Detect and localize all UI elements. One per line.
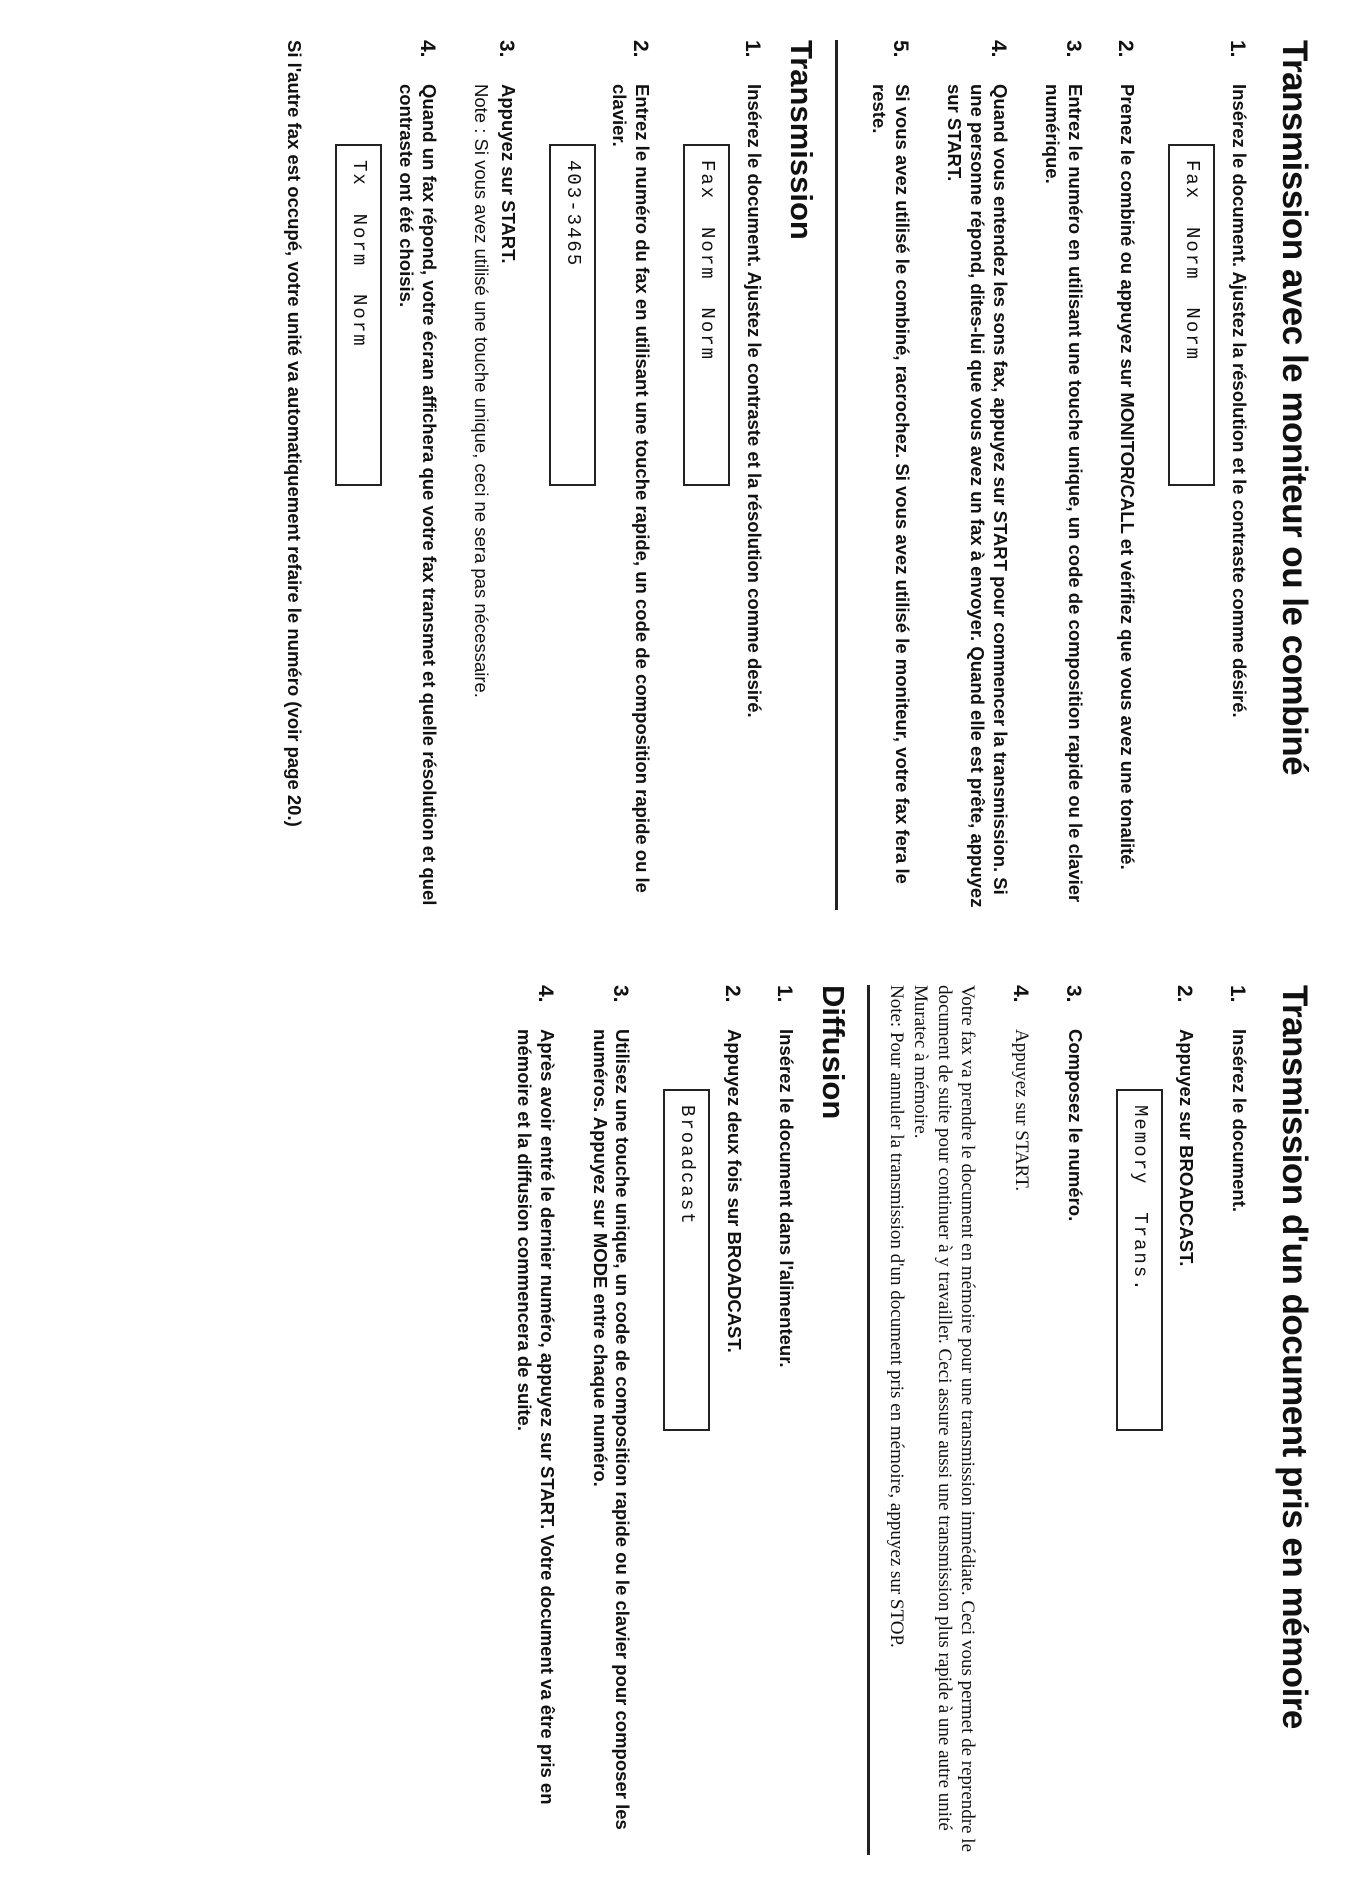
step-number: 2. bbox=[1114, 40, 1138, 58]
left-column bbox=[283, 40, 1336, 910]
lcd-display: Tx Norm Norm bbox=[335, 144, 382, 486]
list-item bbox=[549, 40, 653, 910]
step-text: Quand un fax répond, votre écran affichera que votre fax transmet et quelle résolution et quel contraste ont été choisis. bbox=[396, 84, 440, 906]
busy-footer-note: Si l'autre fax est occupé, votre unité va automatiquement refaire le numéro (voir page 20.) bbox=[284, 40, 306, 827]
step-text: Insérez le document dans l'alimenteur. bbox=[776, 1029, 798, 1368]
list-item bbox=[775, 985, 798, 1855]
step-number: 2. bbox=[629, 40, 653, 58]
step-number: 4. bbox=[1009, 985, 1033, 1003]
right-column bbox=[483, 985, 1336, 1855]
step-text: Utilisez une touche unique, un code de composition rapide ou le clavier pour composer les numéros. Appuyez sur MODE entre chaque numéro. bbox=[589, 1029, 634, 1830]
step-text: Insérez le document. Ajustez la résolution et le contraste comme désiré. bbox=[1229, 84, 1250, 718]
step-number: 4. bbox=[415, 40, 439, 58]
memory-steps bbox=[1009, 985, 1250, 1855]
list-item bbox=[1009, 985, 1033, 1855]
step-text: Appuyez sur START. bbox=[497, 84, 519, 264]
step-number: 3. bbox=[494, 40, 518, 58]
transmission-steps bbox=[335, 40, 764, 910]
section-divider bbox=[835, 40, 838, 910]
list-item bbox=[683, 40, 765, 910]
step-text: Entrez le numéro en utilisant une touche unique, un code de composition rapide ou le clavier numérique. bbox=[1042, 84, 1086, 903]
step-text: Prenez le combiné ou appuyez sur MONITOR/CALL et vérifiez que vous avez une tonalité. bbox=[1117, 84, 1139, 870]
list-item bbox=[513, 985, 558, 1855]
lcd-display: 403-3465 bbox=[549, 144, 596, 486]
step-number: 2. bbox=[1173, 985, 1197, 1003]
section-divider bbox=[867, 985, 870, 1855]
step-text: Entrez le numéro du fax en utilisant une touche rapide, un code de composition rapide ou le clavier. bbox=[609, 84, 654, 893]
step-text: Insérez le document. Ajustez le contraste et la résolution comme desiré. bbox=[743, 84, 765, 718]
step-number: 3. bbox=[609, 985, 633, 1003]
step-number: 3. bbox=[1061, 40, 1085, 58]
list-item bbox=[470, 40, 519, 910]
memory-note: Note: Pour annuler la transmission d'un document pris en mémoire, appuyez sur STOP. bbox=[886, 985, 908, 1648]
step-number: 2. bbox=[720, 985, 744, 1003]
step-text: Appuyez sur BROADCAST. bbox=[1176, 1029, 1198, 1267]
step-number: 1. bbox=[1226, 985, 1249, 1003]
monitor-steps bbox=[868, 40, 1250, 910]
list-item bbox=[335, 40, 439, 910]
broadcast-section-title: Diffusion bbox=[816, 985, 852, 1120]
memory-explanation: Votre fax va prendre le document en mémoire pour une transmission immédiate. Ceci vous permet de reprendre le document de suite pour continuer à y travailler. Ceci assure aussi une transmission plus rapide à une autre unité Muratec à mémoire. bbox=[909, 985, 979, 1853]
step-text: Quand vous entendez les sons fax, appuyez sur START pour commencer la transmission. Si une personne répond, dites-lui que vous avez un fax à envoyer. Quand elle est prête, appuyez sur START. bbox=[944, 84, 1011, 908]
step-text: Composez le numéro. bbox=[1064, 1029, 1086, 1222]
list-item bbox=[588, 985, 633, 1855]
step-number: 1. bbox=[1226, 40, 1249, 58]
memory-section-title: Transmission d'un document pris en mémoire bbox=[1275, 985, 1314, 1729]
step-text: Insérez le document. bbox=[1229, 1029, 1250, 1212]
lcd-display: Fax Norm Norm bbox=[683, 144, 730, 486]
step-text: Appuyez deux fois sur BROADCAST. bbox=[723, 1029, 745, 1353]
list-item bbox=[1168, 40, 1250, 910]
list-item bbox=[663, 985, 745, 1855]
step-text: Après avoir entré le dernier numéro, appuyez sur START. Votre document va être pris en mémoire et la diffusion commencera de suite. bbox=[514, 1029, 558, 1805]
list-item bbox=[943, 40, 1011, 910]
lcd-display: Fax Norm Norm bbox=[1168, 144, 1215, 486]
step-number: 1. bbox=[740, 40, 764, 58]
list-item bbox=[1116, 985, 1198, 1855]
transmission-section-title: Transmission bbox=[783, 40, 819, 240]
step-number: 4. bbox=[986, 40, 1010, 58]
lcd-display: Broadcast bbox=[663, 1089, 710, 1431]
step-note: Note : Si vous avez utilisé une touche unique, ceci ne sera pas nécessaire. bbox=[471, 84, 493, 698]
lcd-display: Memory Trans. bbox=[1116, 1089, 1163, 1431]
list-item bbox=[1063, 985, 1086, 1855]
broadcast-steps bbox=[513, 985, 798, 1855]
monitor-section-title: Transmission avec le moniteur ou le combiné bbox=[1275, 40, 1314, 776]
step-text: Appuyez sur START. bbox=[1011, 1029, 1033, 1192]
step-number: 5. bbox=[888, 40, 912, 58]
list-item bbox=[1041, 40, 1086, 910]
list-item bbox=[1227, 985, 1250, 1855]
step-number: 4. bbox=[533, 985, 557, 1003]
step-number: 3. bbox=[1061, 985, 1085, 1003]
step-number: 1. bbox=[773, 985, 797, 1003]
list-item bbox=[868, 40, 913, 910]
list-item bbox=[1116, 40, 1139, 910]
step-text: Si vous avez utilisé le combiné, racrochez. Si vous avez utilisé le moniteur, votre fax fera le reste. bbox=[869, 84, 913, 884]
